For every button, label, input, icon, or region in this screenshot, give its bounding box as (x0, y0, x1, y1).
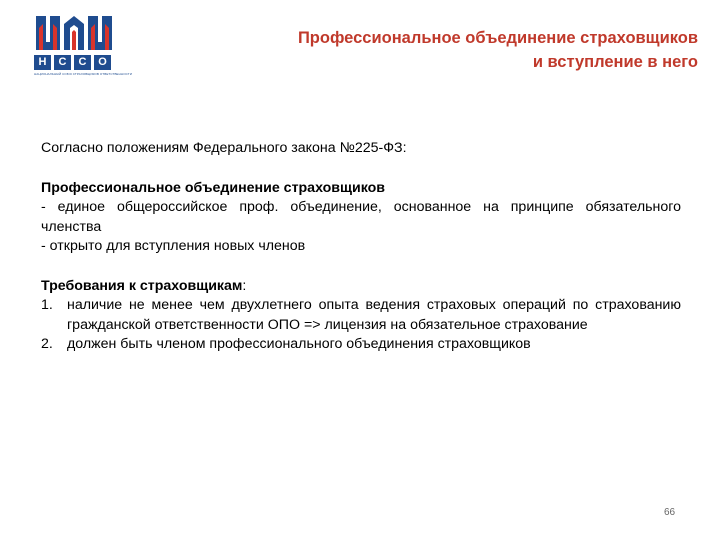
title-line-2: и вступление в него (532, 53, 698, 71)
logo-letter: О (94, 55, 111, 70)
list-item (41, 335, 681, 355)
logo-letter: Н (34, 55, 51, 70)
list-item (41, 296, 681, 335)
list-item-number: 1. (41, 297, 53, 313)
logo-tagline: НАЦИОНАЛЬНЫЙ СОЮЗ СТРАХОВЩИКОВ ОТВЕТСТВЕННОСТИ (34, 72, 132, 76)
logo-abbreviation (34, 55, 122, 70)
nsso-logo-icon (34, 12, 114, 50)
slide-body (41, 139, 681, 355)
slide-title (138, 26, 698, 74)
list-item-text: наличие не менее чем двухлетнего опыта ведения страховых операций по страхованию гражданской ответственности ОПО => лицензия на обязательное страхование (67, 297, 681, 333)
requirements-heading-row (41, 277, 681, 297)
title-line-1: Профессиональное объединение страховщиков (297, 29, 698, 47)
list-item-number: 2. (41, 336, 53, 352)
list-item-text: должен быть членом профессионального объединения страховщиков (67, 336, 531, 352)
po-description: - единое общероссийское проф. объединение, основанное на принципе обязательного членства (41, 199, 681, 235)
intro-text: Согласно положениям Федерального закона №225-ФЗ: (41, 140, 407, 156)
logo-letter: С (54, 55, 71, 70)
logo-letter: С (74, 55, 91, 70)
page-number: 66 (664, 507, 676, 518)
po-heading: Профессиональное объединение страховщиков (41, 179, 385, 196)
po-open-note: - открыто для вступления новых членов (41, 238, 306, 254)
requirements-colon: : (242, 277, 247, 294)
nsso-logo (34, 12, 132, 78)
requirements-heading: Требования к страховщикам (41, 277, 243, 294)
